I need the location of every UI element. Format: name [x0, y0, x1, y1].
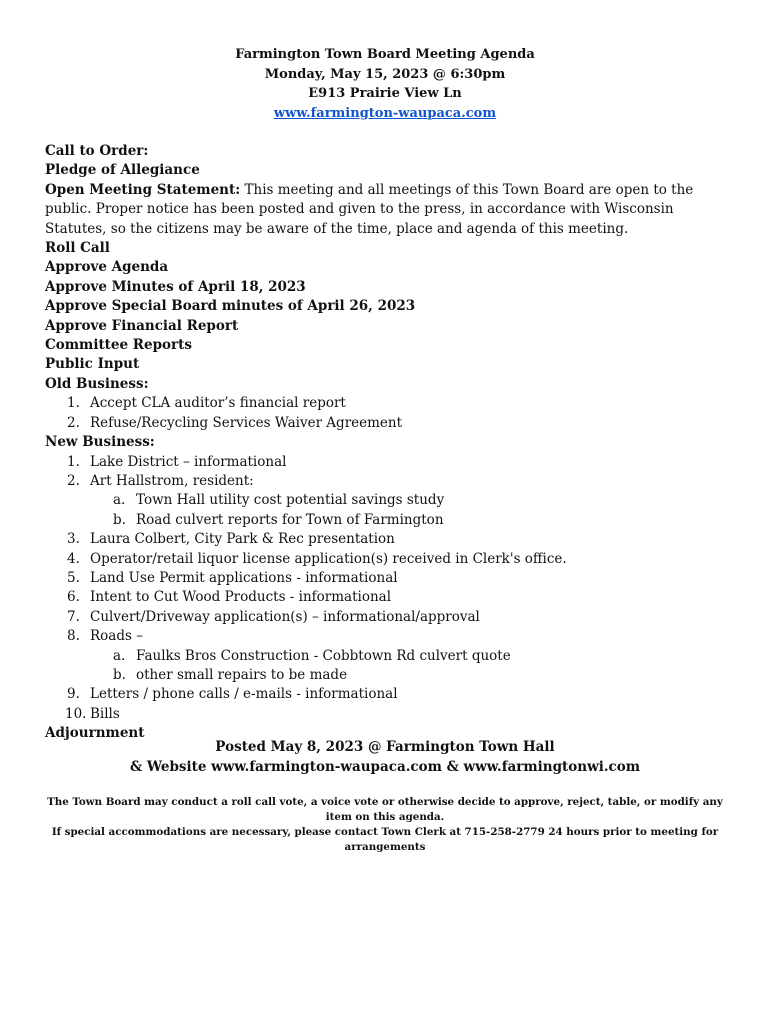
- item-text: Laura Colbert, City Park & Rec presentation: [90, 531, 395, 548]
- item-text: Bills: [90, 705, 120, 722]
- board-notice: [40, 795, 730, 855]
- list-item: [45, 705, 725, 724]
- old-business-heading: Old Business:: [45, 375, 149, 392]
- item-text: Town Hall utility cost potential savings study: [136, 492, 445, 509]
- item-number: 9.: [67, 686, 80, 703]
- item-number: b.: [113, 666, 126, 683]
- item-number: 10.: [65, 705, 87, 722]
- sub-list-item: [45, 666, 725, 685]
- new-business-list: [45, 453, 725, 725]
- open-meeting-label: Open Meeting Statement:: [45, 181, 241, 198]
- roll-call: Roll Call: [45, 240, 110, 257]
- notice-line-2: If special accommodations are necessary, please contact Town Clerk at 715-258-2779 24 hours prior to meeting for arrangements: [51, 826, 719, 853]
- list-item: [45, 394, 725, 413]
- item-number: 2.: [67, 472, 80, 489]
- item-text: Faulks Bros Construction - Cobbtown Rd culvert quote: [136, 647, 511, 664]
- list-item: [45, 472, 725, 491]
- item-number: 7.: [67, 608, 80, 625]
- website-link[interactable]: www.farmington-waupaca.com: [273, 105, 497, 121]
- call-to-order: Call to Order:: [45, 143, 149, 159]
- item-text: Road culvert reports for Town of Farmington: [136, 511, 444, 528]
- list-item: [45, 685, 725, 704]
- sub-list-item: [45, 647, 725, 666]
- item-text: Roads –: [90, 628, 143, 645]
- list-item: [45, 627, 725, 646]
- item-number: b.: [113, 511, 126, 528]
- old-business-list: [45, 394, 725, 433]
- item-text: Letters / phone calls / e-mails - informational: [90, 686, 398, 703]
- list-item: [45, 550, 725, 569]
- list-item: [45, 608, 725, 627]
- item-text: Operator/retail liquor license application(s) received in Clerk's office.: [90, 550, 567, 567]
- posted-notice: [0, 737, 770, 777]
- item-number: 3.: [67, 531, 80, 548]
- sub-list-item: [45, 511, 725, 530]
- meeting-date: Monday, May 15, 2023 @ 6:30pm: [264, 66, 506, 82]
- posted-line-2: & Website www.farmington-waupaca.com & www.farmingtonwi.com: [129, 759, 641, 775]
- item-text: Lake District – informational: [90, 453, 287, 470]
- notice-line-1: The Town Board may conduct a roll call vote, a voice vote or otherwise decide to approve, reject, table, or modify any item on this agenda.: [47, 796, 723, 823]
- approve-financial-report: Approve Financial Report: [45, 317, 239, 334]
- posted-line-1: Posted May 8, 2023 @ Farmington Town Hall: [215, 739, 555, 755]
- item-number: 1.: [67, 453, 80, 470]
- item-number: 6.: [67, 589, 80, 606]
- item-text: Refuse/Recycling Services Waiver Agreement: [90, 414, 403, 431]
- list-item: [45, 530, 725, 549]
- open-meeting-text: This meeting and all meetings of this Town Board are open to the public. Proper notice has been posted and given to the press, in accordance with Wisconsin Statutes, so the citizens may be aware of the time, place and agenda of this meeting.: [45, 181, 694, 237]
- list-item: [45, 414, 725, 433]
- item-number: a.: [113, 492, 126, 509]
- approve-special-minutes: Approve Special Board minutes of April 26, 2023: [45, 298, 416, 315]
- document-header: [0, 45, 770, 123]
- item-number: 8.: [67, 628, 80, 645]
- adjournment: Adjournment: [45, 725, 145, 742]
- sub-list-item: [45, 491, 725, 510]
- approve-agenda: Approve Agenda: [45, 259, 169, 276]
- item-text: Accept CLA auditor’s financial report: [90, 395, 346, 412]
- approve-minutes: Approve Minutes of April 18, 2023: [45, 278, 306, 295]
- open-meeting-statement: [45, 181, 725, 239]
- meeting-location: E913 Prairie View Ln: [308, 86, 462, 101]
- new-business-heading: New Business:: [45, 434, 155, 451]
- committee-reports: Committee Reports: [45, 337, 192, 354]
- item-text: Intent to Cut Wood Products - informational: [90, 589, 392, 606]
- list-item: [45, 588, 725, 607]
- list-item: [45, 453, 725, 472]
- item-number: 2.: [67, 414, 80, 431]
- item-number: 4.: [67, 550, 80, 567]
- item-text: Culvert/Driveway application(s) – informational/approval: [90, 608, 480, 625]
- item-text: Land Use Permit applications - informational: [90, 569, 398, 586]
- item-number: 1.: [67, 395, 80, 412]
- item-number: a.: [113, 647, 126, 664]
- pledge-of-allegiance: Pledge of Allegiance: [45, 162, 200, 179]
- item-number: 5.: [67, 569, 80, 586]
- item-text: other small repairs to be made: [136, 666, 348, 683]
- agenda-body: [45, 142, 725, 744]
- public-input: Public Input: [45, 356, 140, 373]
- item-text: Art Hallstrom, resident:: [90, 472, 254, 489]
- document-title: Farmington Town Board Meeting Agenda: [235, 47, 535, 62]
- list-item: [45, 569, 725, 588]
